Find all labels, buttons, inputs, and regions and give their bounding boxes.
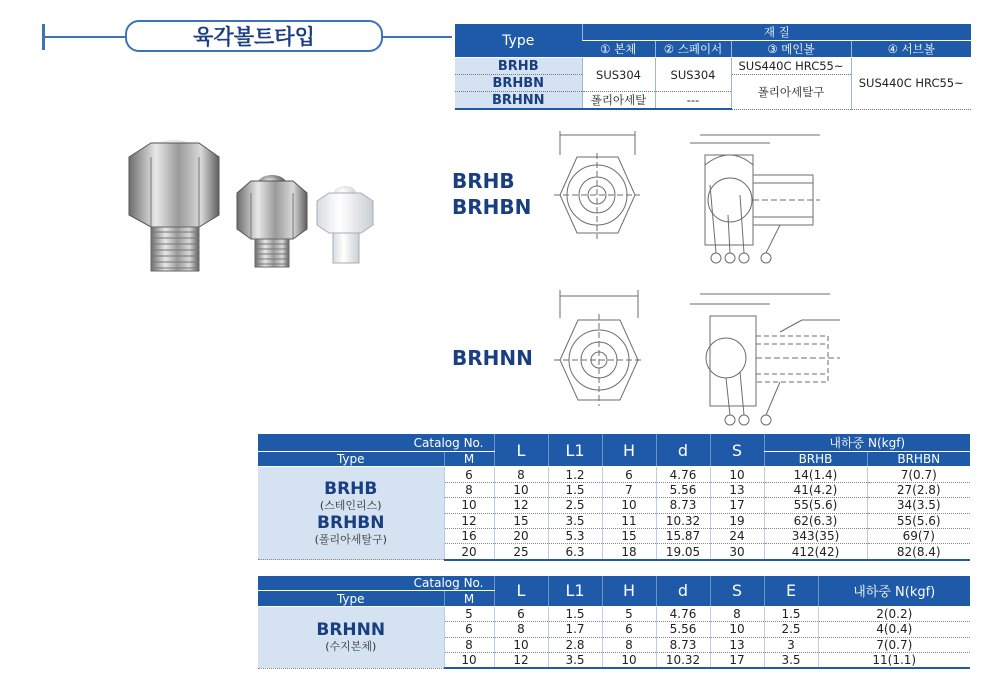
cell: 13 bbox=[710, 482, 764, 497]
t2-col-h: H bbox=[602, 576, 656, 606]
t1-col-l: L bbox=[494, 434, 548, 467]
cell: 5.3 bbox=[548, 528, 602, 543]
t1-load-brhb: BRHB bbox=[764, 452, 867, 467]
cell: 10 bbox=[444, 652, 494, 668]
cell: 15 bbox=[494, 513, 548, 528]
t1-col-l1: L1 bbox=[548, 434, 602, 467]
table-row bbox=[258, 467, 970, 482]
t1-catalog-header: Catalog No. bbox=[258, 434, 494, 452]
materials-table bbox=[455, 24, 971, 110]
t1-col-d: d bbox=[656, 434, 710, 467]
cell: 6 bbox=[494, 606, 548, 621]
t1-load-brhbn: BRHBN bbox=[867, 452, 970, 467]
cell: 343(35) bbox=[764, 528, 867, 543]
cell: 4.76 bbox=[656, 467, 710, 482]
cell: 5.56 bbox=[656, 482, 710, 497]
materials-type-brhnn: BRHNN bbox=[455, 92, 582, 110]
spec-table-brhnn bbox=[258, 576, 970, 669]
cell: 5.56 bbox=[656, 622, 710, 637]
cell: 8 bbox=[494, 622, 548, 637]
cell: 5 bbox=[444, 606, 494, 621]
t1-load-header: 내하중 N(kgf) bbox=[764, 434, 970, 452]
t2-type-sub: (수지본체) bbox=[325, 640, 377, 654]
t1-type-name-1: BRHB bbox=[324, 479, 378, 500]
t2-m-header: M bbox=[444, 591, 494, 606]
t2-type-name: BRHNN bbox=[316, 620, 386, 641]
t2-catalog-header: Catalog No. bbox=[258, 576, 494, 591]
cell: 10 bbox=[710, 467, 764, 482]
cell: 10 bbox=[494, 637, 548, 652]
cell: 69(7) bbox=[867, 528, 970, 543]
cell: 1.5 bbox=[548, 482, 602, 497]
cell: 55(5.6) bbox=[764, 498, 867, 513]
materials-type-header: Type bbox=[455, 24, 582, 58]
cell: 12 bbox=[444, 513, 494, 528]
cell: 17 bbox=[710, 498, 764, 513]
cell: 12 bbox=[494, 652, 548, 668]
t2-type-header: Type bbox=[258, 591, 444, 606]
cell: 19.05 bbox=[656, 544, 710, 560]
cell: 7(0.7) bbox=[818, 637, 970, 652]
materials-spacer-sus: SUS304 bbox=[655, 58, 731, 92]
page-title: 육각볼트타입 bbox=[125, 20, 383, 52]
cell: 4.76 bbox=[656, 606, 710, 621]
cell: 15.87 bbox=[656, 528, 710, 543]
cell: 27(2.8) bbox=[867, 482, 970, 497]
cell: 8 bbox=[602, 637, 656, 652]
cell: 4(0.4) bbox=[818, 622, 970, 637]
cell: 3 bbox=[764, 637, 818, 652]
t1-type-header: Type bbox=[258, 452, 444, 467]
t1-col-s: S bbox=[710, 434, 764, 467]
bolt-medium bbox=[237, 175, 307, 267]
cell: 10 bbox=[444, 498, 494, 513]
cell: 25 bbox=[494, 544, 548, 560]
cell: 8 bbox=[494, 467, 548, 482]
cell: 82(8.4) bbox=[867, 544, 970, 560]
cell: 6.3 bbox=[548, 544, 602, 560]
cell: 1.7 bbox=[548, 622, 602, 637]
t2-col-l: L bbox=[494, 576, 548, 606]
materials-col-body: ① 본체 bbox=[582, 41, 655, 58]
cell: 7(0.7) bbox=[867, 467, 970, 482]
label-brhb: BRHB bbox=[452, 169, 515, 193]
cell: 20 bbox=[494, 528, 548, 543]
cell: 62(6.3) bbox=[764, 513, 867, 528]
cell: 6 bbox=[602, 467, 656, 482]
cell: 2(0.2) bbox=[818, 606, 970, 621]
t2-col-d: d bbox=[656, 576, 710, 606]
cell: 30 bbox=[710, 544, 764, 560]
header-tick bbox=[42, 24, 45, 50]
cell: 412(42) bbox=[764, 544, 867, 560]
cell: 5 bbox=[602, 606, 656, 621]
drawing-brhb bbox=[540, 125, 870, 273]
materials-body-poly: 폴리아세탈 bbox=[582, 92, 655, 110]
cell: 1.2 bbox=[548, 467, 602, 482]
cell: 14(1.4) bbox=[764, 467, 867, 482]
materials-col-sub-ball: ④ 서브볼 bbox=[851, 41, 971, 58]
cell: 8 bbox=[710, 606, 764, 621]
t1-type-cell bbox=[258, 467, 444, 560]
t1-type-name-2: BRHBN bbox=[317, 513, 385, 534]
bolt-large bbox=[129, 140, 219, 271]
cell: 6 bbox=[444, 622, 494, 637]
cell: 15 bbox=[602, 528, 656, 543]
cell: 10 bbox=[602, 652, 656, 668]
bolt-plastic bbox=[317, 186, 373, 263]
cell: 16 bbox=[444, 528, 494, 543]
label-brhbn: BRHBN bbox=[452, 195, 532, 219]
cell: 3.5 bbox=[764, 652, 818, 668]
cell: 3.5 bbox=[548, 513, 602, 528]
cell: 41(4.2) bbox=[764, 482, 867, 497]
materials-col-main-ball: ③ 메인볼 bbox=[731, 41, 851, 58]
cell: 6 bbox=[444, 467, 494, 482]
t1-type-sub-1: (스테인리스) bbox=[319, 499, 382, 513]
table-row bbox=[258, 606, 970, 621]
materials-sub-sus: SUS440C HRC55~ bbox=[851, 58, 971, 110]
cell: 10 bbox=[602, 498, 656, 513]
cell: 1.5 bbox=[764, 606, 818, 621]
t2-load-header: 내하중 N(kgf) bbox=[818, 576, 970, 606]
cell: 8.73 bbox=[656, 498, 710, 513]
cell: 34(3.5) bbox=[867, 498, 970, 513]
t2-col-e: E bbox=[764, 576, 818, 606]
materials-type-brhbn: BRHBN bbox=[455, 75, 582, 92]
cell: 13 bbox=[710, 637, 764, 652]
t1-type-sub-2: (폴리아세탈구) bbox=[314, 533, 387, 547]
cell: 3.5 bbox=[548, 652, 602, 668]
materials-body-sus: SUS304 bbox=[582, 58, 655, 92]
drawing-brhnn bbox=[540, 282, 870, 430]
cell: 10.32 bbox=[656, 652, 710, 668]
cell: 8 bbox=[444, 482, 494, 497]
materials-group-header: 재 질 bbox=[582, 24, 971, 41]
cell: 10 bbox=[494, 482, 548, 497]
cell: 11 bbox=[602, 513, 656, 528]
cell: 19 bbox=[710, 513, 764, 528]
cell: 8 bbox=[444, 637, 494, 652]
cell: 7 bbox=[602, 482, 656, 497]
materials-spacer-none: --- bbox=[655, 92, 731, 110]
t1-m-header: M bbox=[444, 452, 494, 467]
materials-type-brhb: BRHB bbox=[455, 58, 582, 75]
cell: 17 bbox=[710, 652, 764, 668]
cell: 55(5.6) bbox=[867, 513, 970, 528]
materials-col-spacer: ② 스페이서 bbox=[655, 41, 731, 58]
cell: 11(1.1) bbox=[818, 652, 970, 668]
cell: 18 bbox=[602, 544, 656, 560]
cell: 24 bbox=[710, 528, 764, 543]
cell: 6 bbox=[602, 622, 656, 637]
t1-col-h: H bbox=[602, 434, 656, 467]
t2-col-s: S bbox=[710, 576, 764, 606]
cell: 8.73 bbox=[656, 637, 710, 652]
cell: 12 bbox=[494, 498, 548, 513]
t2-type-cell bbox=[258, 606, 444, 668]
materials-main-sus: SUS440C HRC55~ bbox=[731, 58, 851, 75]
product-photo bbox=[115, 135, 395, 275]
spec-table-brhb bbox=[258, 434, 970, 561]
cell: 1.5 bbox=[548, 606, 602, 621]
materials-main-poly: 폴리아세탈구 bbox=[731, 75, 851, 110]
cell: 10.32 bbox=[656, 513, 710, 528]
cell: 2.5 bbox=[548, 498, 602, 513]
cell: 2.8 bbox=[548, 637, 602, 652]
cell: 2.5 bbox=[764, 622, 818, 637]
cell: 20 bbox=[444, 544, 494, 560]
label-brhnn: BRHNN bbox=[452, 346, 533, 370]
cell: 10 bbox=[710, 622, 764, 637]
t2-col-l1: L1 bbox=[548, 576, 602, 606]
